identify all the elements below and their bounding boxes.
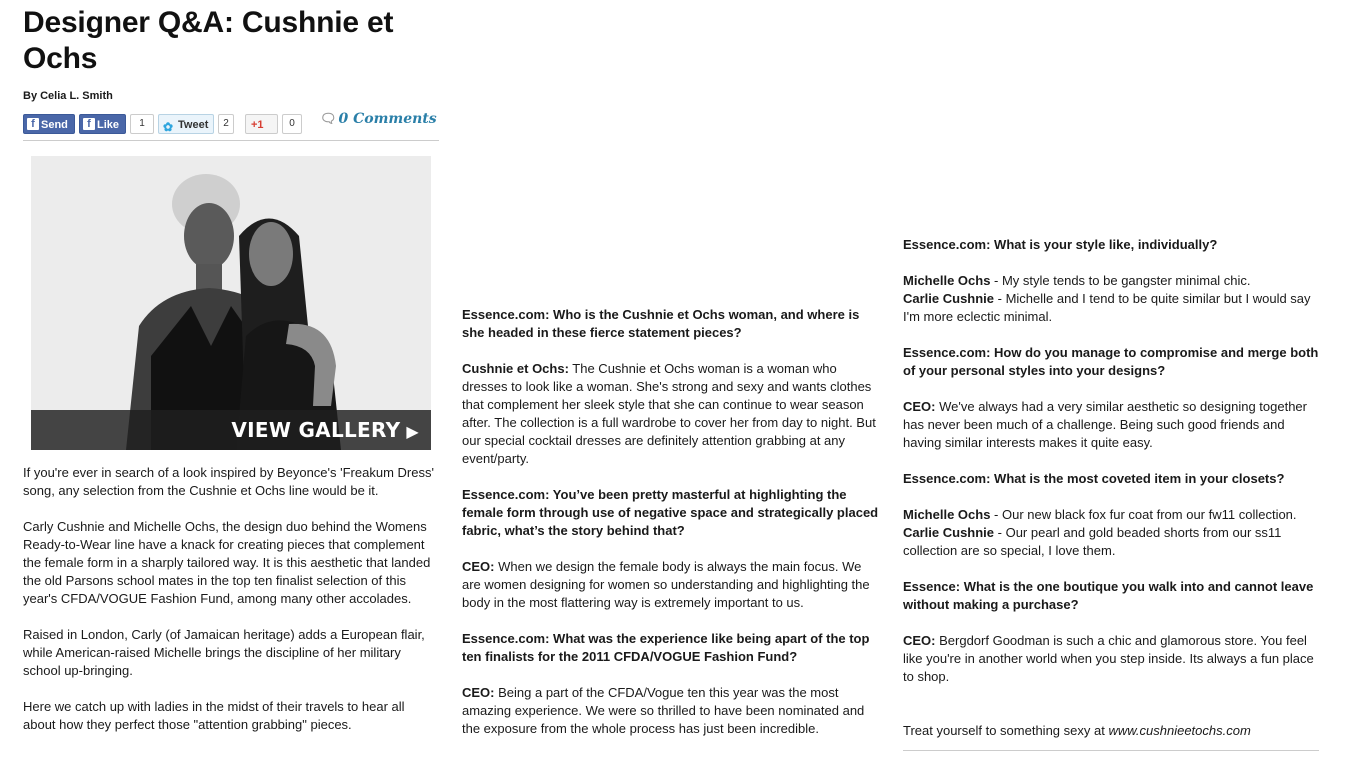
answer-text: The Cushnie et Ochs woman is a woman who dresses to look like a woman. She's strong and sexy and wants clothes that complement her sleek style that she can continue to wear season after. The collection is a full wardrobe to cover her from day to night. But our special cocktail dresses are definitely attention grabbing at any event/party. bbox=[462, 361, 876, 466]
like-count: 1 bbox=[130, 114, 154, 134]
intro-text bbox=[23, 464, 439, 734]
answer bbox=[903, 398, 1323, 452]
tweet-count: 2 bbox=[218, 114, 234, 134]
speaker-label: Carlie Cushnie bbox=[903, 291, 995, 306]
hero-image[interactable] bbox=[31, 156, 431, 450]
answer bbox=[903, 506, 1323, 560]
question: Essence: What is the one boutique you walk into and cannot leave without making a purchase? bbox=[903, 579, 1314, 612]
question: Essence.com: What is your style like, individually? bbox=[903, 237, 1218, 252]
facebook-like-button[interactable] bbox=[79, 114, 126, 134]
speaker-label: Michelle Ochs bbox=[903, 507, 991, 522]
question: Essence.com: What is the most coveted item in your closets? bbox=[903, 471, 1285, 486]
speaker-label: CEO: bbox=[903, 633, 936, 648]
speaker-label: Michelle Ochs bbox=[903, 273, 991, 288]
intro-paragraph: If you're ever in search of a look inspired by Beyonce's 'Freakum Dress' song, any selection from the Cushnie et Ochs line would be it. bbox=[23, 465, 434, 498]
question: Essence.com: What was the experience like being apart of the top ten finalists for the 2011 CFDA/VOGUE Fashion Fund? bbox=[462, 631, 870, 664]
comments-label: 0 Comments bbox=[338, 111, 437, 127]
answer bbox=[903, 632, 1323, 686]
answer bbox=[903, 272, 1323, 326]
send-label: Send bbox=[41, 119, 68, 131]
answer-text: When we design the female body is always the main focus. We are women designing for women so understanding and highlighting the body in the most flattering way is extremely important to us. bbox=[462, 559, 870, 610]
left-column bbox=[23, 0, 439, 752]
google-plus-button[interactable] bbox=[245, 114, 278, 134]
tweet-label: Tweet bbox=[178, 119, 209, 131]
view-gallery-label: VIEW GALLERY bbox=[231, 418, 401, 442]
speaker-label: CEO: bbox=[462, 559, 495, 574]
intro-paragraph: Here we catch up with ladies in the midst of their travels to hear all about how they perfect those "attention grabbing" pieces. bbox=[23, 699, 405, 732]
answer-text: - Michelle and I tend to be quite similar but I would say I'm more eclectic minimal. bbox=[903, 291, 1311, 324]
speaker-label: CEO: bbox=[903, 399, 936, 414]
answer bbox=[462, 684, 882, 738]
speaker-label: CEO: bbox=[462, 685, 495, 700]
facebook-send-button[interactable] bbox=[23, 114, 75, 134]
byline: By Celia L. Smith bbox=[23, 90, 113, 102]
intro-paragraph: Raised in London, Carly (of Jamaican heritage) adds a European flair, while American-raised Michelle brings the discipline of her military school up-bringing. bbox=[23, 627, 425, 678]
answer bbox=[462, 360, 882, 468]
divider bbox=[23, 140, 439, 141]
intro-paragraph: Carly Cushnie and Michelle Ochs, the design duo behind the Womens Ready-to-Wear line have a knack for creating pieces that complement the female form in a sharply tailored way. It is this aesthetic that landed the old Parsons school mates in the top ten finalist selection of this year's CFDA/VOGUE Fashion Fund, among many other accolades. bbox=[23, 519, 431, 606]
question: Essence.com: You’ve been pretty masterful at highlighting the female form through use of negative space and strategically placed fabric, what’s the story behind that? bbox=[462, 487, 879, 538]
closing-line bbox=[903, 722, 1323, 740]
gplus-label: +1 bbox=[251, 119, 264, 131]
answer-text: Bergdorf Goodman is such a chic and glamorous store. You feel like you're in another world when you step inside. Its always a fun place to shop. bbox=[903, 633, 1314, 684]
like-label: Like bbox=[97, 119, 120, 131]
facebook-icon: f bbox=[27, 118, 39, 130]
question: Essence.com: Who is the Cushnie et Ochs woman, and where is she headed in these fierce statement pieces? bbox=[462, 307, 860, 340]
closing-text: Treat yourself to something sexy at bbox=[903, 723, 1109, 738]
answer-text: Being a part of the CFDA/Vogue ten this year was the most amazing experience. We were so thrilled to have been nominated and the exposure from the whole process has just been incredible. bbox=[462, 685, 865, 736]
middle-column bbox=[462, 306, 882, 756]
answer-text: - My style tends to be gangster minimal chic. bbox=[990, 273, 1251, 288]
tweet-button[interactable] bbox=[158, 114, 214, 134]
view-gallery-button[interactable] bbox=[31, 410, 431, 450]
chevron-right-icon: ▶ bbox=[406, 422, 419, 441]
speaker-label: Cushnie et Ochs: bbox=[462, 361, 569, 376]
answer bbox=[462, 558, 882, 612]
twitter-bird-icon: ✿ bbox=[163, 120, 174, 134]
gplus-count: 0 bbox=[282, 114, 302, 134]
answer-text: - Our new black fox fur coat from our fw11 collection. bbox=[990, 507, 1297, 522]
speaker-label: Carlie Cushnie bbox=[903, 525, 995, 540]
question: Essence.com: How do you manage to compromise and merge both of your personal styles into your designs? bbox=[903, 345, 1319, 378]
facebook-icon: f bbox=[83, 118, 95, 130]
answer-text: We've always had a very similar aesthetic so designing together has never been much of a challenge. Being such good friends and having similar interests makes it quite easy. bbox=[903, 399, 1307, 450]
social-share-bar bbox=[23, 111, 439, 140]
article-title: Designer Q&A: Cushnie et Ochs bbox=[23, 6, 394, 75]
comment-bubble-icon: 🗨 bbox=[320, 112, 337, 127]
website-link[interactable]: www.cushnieetochs.com bbox=[1108, 723, 1251, 738]
answer-text: - Our pearl and gold beaded shorts from our ss11 collection are so special, I love them. bbox=[903, 525, 1282, 558]
comments-link[interactable] bbox=[320, 111, 437, 127]
designers-photo bbox=[31, 156, 431, 450]
right-column bbox=[903, 236, 1323, 751]
divider bbox=[903, 750, 1319, 751]
